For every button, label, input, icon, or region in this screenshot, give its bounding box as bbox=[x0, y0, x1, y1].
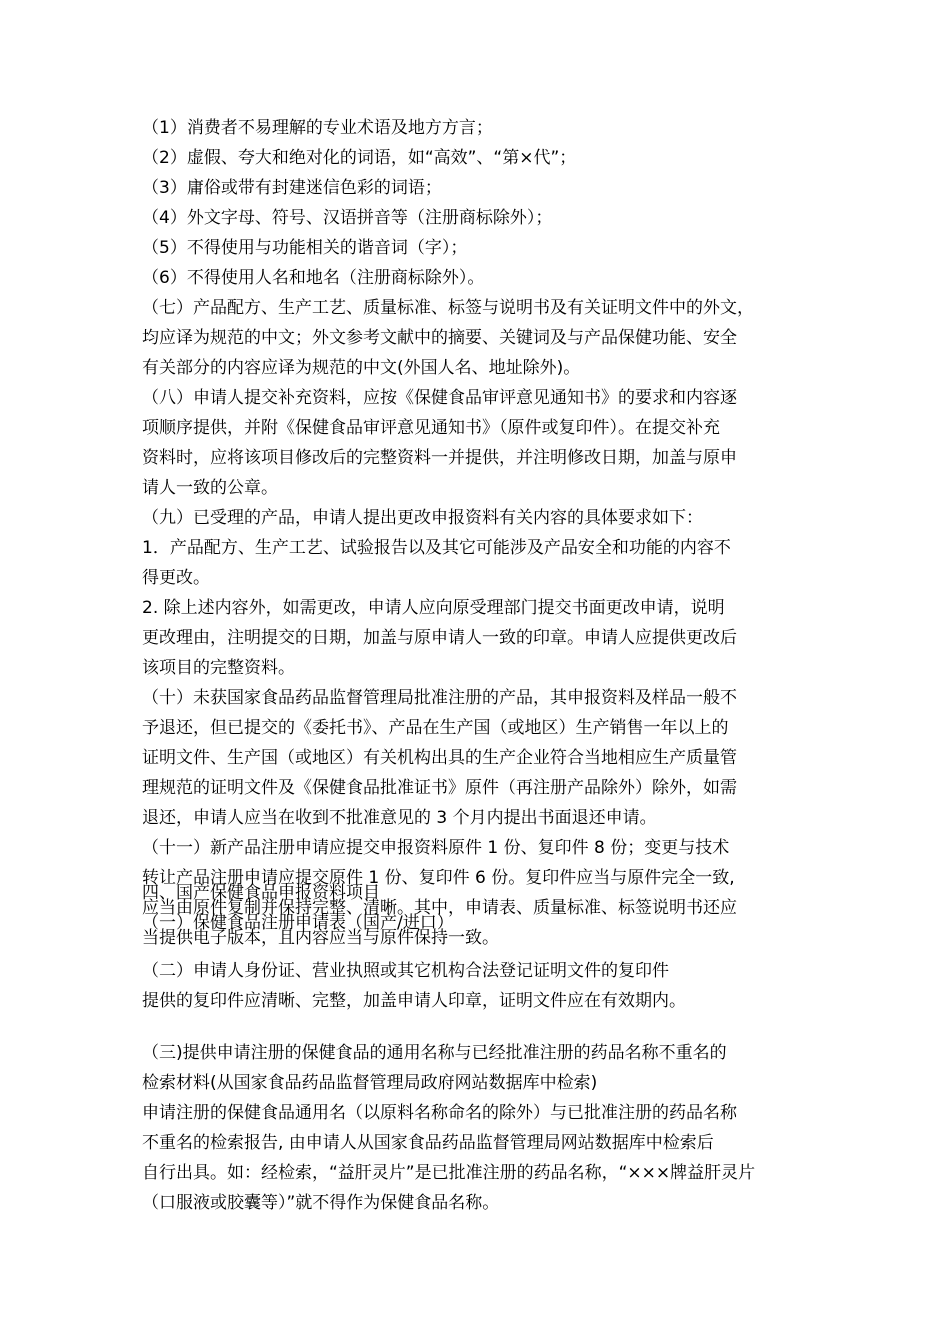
text-line: 转让产品注册申请应提交原件 1 份、复印件 6 份。复印件应当与原件完全一致, bbox=[142, 868, 735, 888]
text-line: （一）保健食品注册申请表（国产/进口） bbox=[142, 913, 454, 933]
text-line: 予退还，但已提交的《委托书》、产品在生产国（或地区）生产销售一年以上的 bbox=[142, 718, 729, 738]
text-block-section-four bbox=[142, 878, 812, 938]
text-line: 资料时，应将该项目修改后的完整资料一并提供，并注明修改日期，加盖与原申 bbox=[142, 448, 737, 468]
text-line: 该项目的完整资料。 bbox=[142, 658, 295, 678]
text-line: 不重名的检索报告, 由申请人从国家食品药品监督管理局网站数据库中检索后 bbox=[142, 1133, 714, 1153]
text-line: 2. 除上述内容外，如需更改，申请人应向原受理部门提交书面更改申请，说明 bbox=[142, 598, 725, 618]
text-line: （九）已受理的产品，申请人提出更改申报资料有关内容的具体要求如下： bbox=[142, 508, 703, 528]
text-line: 有关部分的内容应译为规范的中文(外国人名、地址除外)。 bbox=[142, 358, 581, 378]
text-line: 当提供电子版本，且内容应当与原件保持一致。 bbox=[142, 928, 499, 948]
text-line: 自行出具。如：经检索，“益肝灵片”是已批准注册的药品名称，“×××牌益肝灵片 bbox=[142, 1163, 756, 1183]
text-line: （二）申请人身份证、营业执照或其它机构合法登记证明文件的复印件 bbox=[142, 961, 669, 981]
text-block-requirements bbox=[142, 113, 812, 953]
text-line: （七）产品配方、生产工艺、质量标准、标签与说明书及有关证明文件中的外文， bbox=[142, 298, 754, 318]
text-line: （6）不得使用人名和地名（注册商标除外）。 bbox=[142, 268, 485, 288]
text-line: 申请注册的保健食品通用名（以原料名称命名的除外）与已批准注册的药品名称 bbox=[142, 1103, 737, 1123]
text-line: 检索材料(从国家食品药品监督管理局政府网站数据库中检索) bbox=[142, 1073, 598, 1093]
text-line: （三)提供申请注册的保健食品的通用名称与已经批准注册的药品名称不重名的 bbox=[142, 1043, 727, 1063]
text-block-item-three bbox=[142, 1038, 812, 1218]
text-line: 均应译为规范的中文；外文参考文献中的摘要、关键词及与产品保健功能、安全 bbox=[142, 328, 737, 348]
text-line: 更改理由，注明提交的日期，加盖与原申请人一致的印章。申请人应提供更改后 bbox=[142, 628, 737, 648]
text-line: 理规范的证明文件及《保健食品批准证书》原件（再注册产品除外）除外，如需 bbox=[142, 778, 737, 798]
text-line: 应当由原件复制并保持完整、清晰。其中，申请表、质量标准、标签说明书还应 bbox=[142, 898, 737, 918]
text-line: 得更改。 bbox=[142, 568, 210, 588]
text-block-item-two bbox=[142, 956, 812, 1016]
text-line: 提供的复印件应清晰、完整，加盖申请人印章，证明文件应在有效期内。 bbox=[142, 991, 686, 1011]
text-line: （八）申请人提交补充资料，应按《保健食品审评意见通知书》的要求和内容逐 bbox=[142, 388, 737, 408]
text-line: （十一）新产品注册申请应提交申报资料原件 1 份、复印件 8 份；变更与技术 bbox=[142, 838, 730, 858]
text-line: 四、国产保健食品申报资料项目 bbox=[142, 883, 380, 903]
text-line: 证明文件、生产国（或地区）有关机构出具的生产企业符合当地相应生产质量管 bbox=[142, 748, 737, 768]
text-line: 请人一致的公章。 bbox=[142, 478, 278, 498]
text-line: （十）未获国家食品药品监督管理局批准注册的产品，其申报资料及样品一般不 bbox=[142, 688, 737, 708]
text-line: （5）不得使用与功能相关的谐音词（字）； bbox=[142, 238, 468, 258]
text-line: （4）外文字母、符号、汉语拼音等（注册商标除外）； bbox=[142, 208, 553, 228]
text-line: 退还，申请人应当在收到不批准意见的 3 个月内提出书面退还申请。 bbox=[142, 808, 657, 828]
text-line: （1）消费者不易理解的专业术语及地方方言； bbox=[142, 118, 493, 138]
text-line: （2）虚假、夸大和绝对化的词语，如“高效”、“第×代”； bbox=[142, 148, 577, 168]
text-line: （口服液或胶囊等）”就不得作为保健食品名称。 bbox=[142, 1193, 500, 1213]
text-line: 1．产品配方、生产工艺、试验报告以及其它可能涉及产品安全和功能的内容不 bbox=[142, 538, 731, 558]
text-line: （3）庸俗或带有封建迷信色彩的词语； bbox=[142, 178, 442, 198]
text-line: 项顺序提供，并附《保健食品审评意见通知书》（原件或复印件）。在提交补充 bbox=[142, 418, 720, 438]
